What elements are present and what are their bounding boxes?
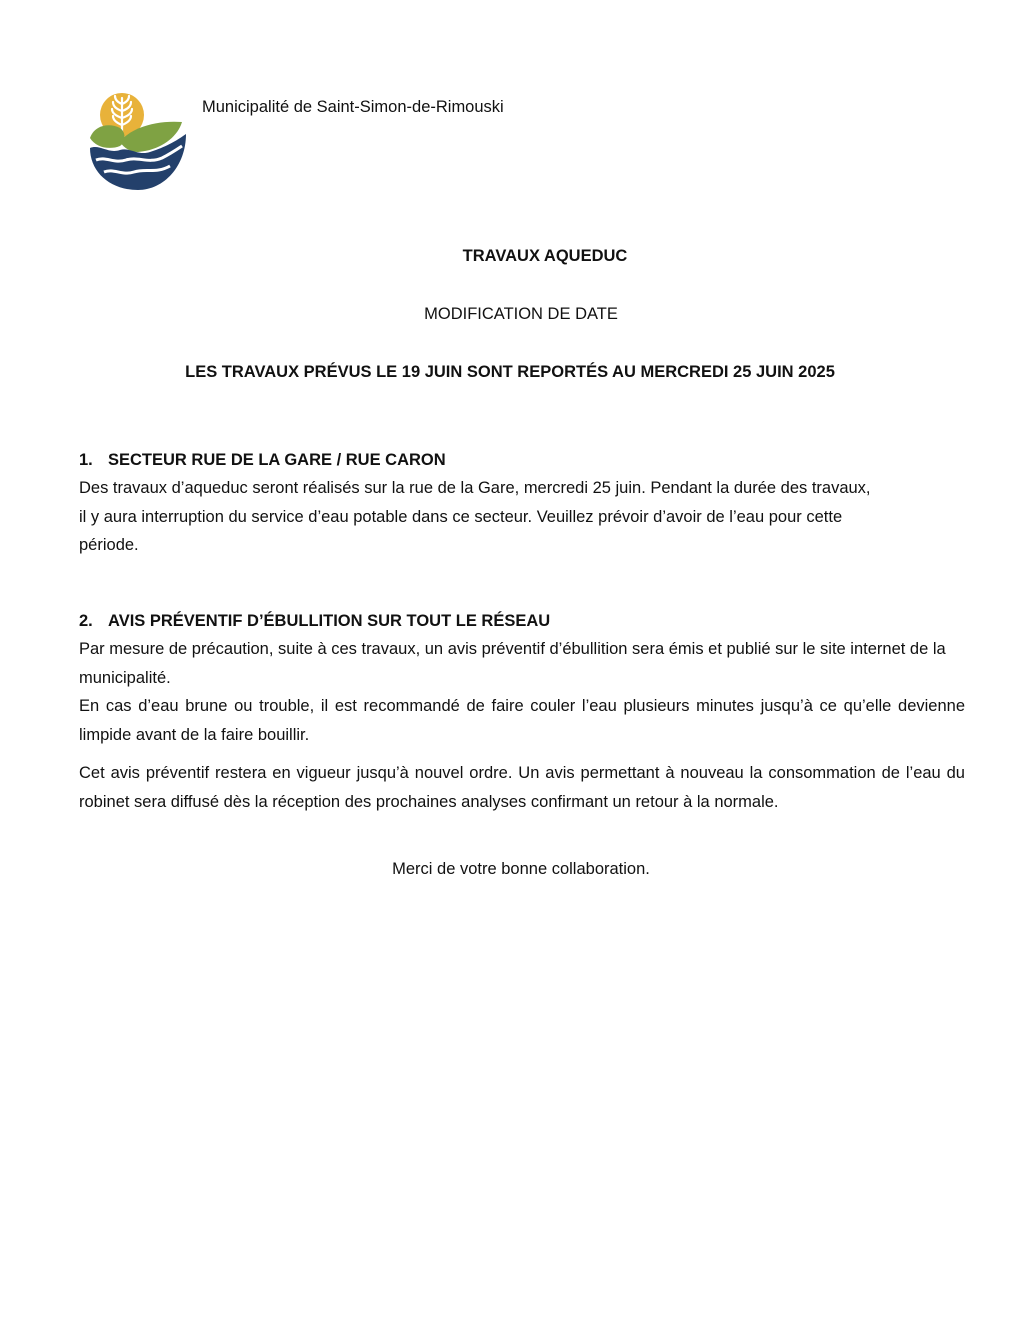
section-2 — [79, 607, 965, 816]
closing-message: Merci de votre bonne collaboration. — [392, 860, 650, 878]
document-subtitle: MODIFICATION DE DATE — [424, 305, 618, 323]
document-title: TRAVAUX AQUEDUC — [462, 247, 628, 265]
section-2-paragraph-3: Cet avis préventif restera en vigueur jusqu’à nouvel ordre. Un avis permettant à nouveau la consommation de l’eau du robinet sera diffusé dès la réception des prochaines analyses confirmant un retour à la normale. — [79, 764, 965, 811]
section-2-paragraph-1: Par mesure de précaution, suite à ces travaux, un avis préventif d’ébullition sera émis et publié sur le site internet de la municipalité. — [79, 640, 946, 687]
municipality-name: Municipalité de Saint-Simon-de-Rimouski — [202, 98, 504, 116]
section-2-number: 2. — [79, 612, 93, 630]
section-2-paragraph-2: En cas d’eau brune ou trouble, il est recommandé de faire couler l’eau plusieurs minutes jusqu’à ce qu’elle devienne limpide avant de la faire bouillir. — [79, 697, 965, 744]
section-1 — [79, 446, 965, 560]
section-2-heading — [79, 607, 965, 635]
section-1-heading — [79, 446, 965, 474]
section-1-paragraph: Des travaux d’aqueduc seront réalisés sur la rue de la Gare, mercredi 25 juin. Pendant la durée des travaux, il y aura interruption du service d’eau potable dans ce secteur. Veuillez prévoir d’avoir de l’eau pour cette période. — [79, 479, 871, 554]
logo-left-leaf — [90, 125, 125, 148]
municipal-logo-icon — [86, 92, 190, 192]
section-1-number: 1. — [79, 451, 93, 469]
section-1-title: SECTEUR RUE DE LA GARE / RUE CARON — [108, 451, 446, 469]
section-2-title: AVIS PRÉVENTIF D’ÉBULLITION SUR TOUT LE RÉSEAU — [108, 612, 551, 630]
postponement-notice: LES TRAVAUX PRÉVUS LE 19 JUIN SONT REPORTÉS AU MERCREDI 25 JUIN 2025 — [185, 363, 835, 381]
